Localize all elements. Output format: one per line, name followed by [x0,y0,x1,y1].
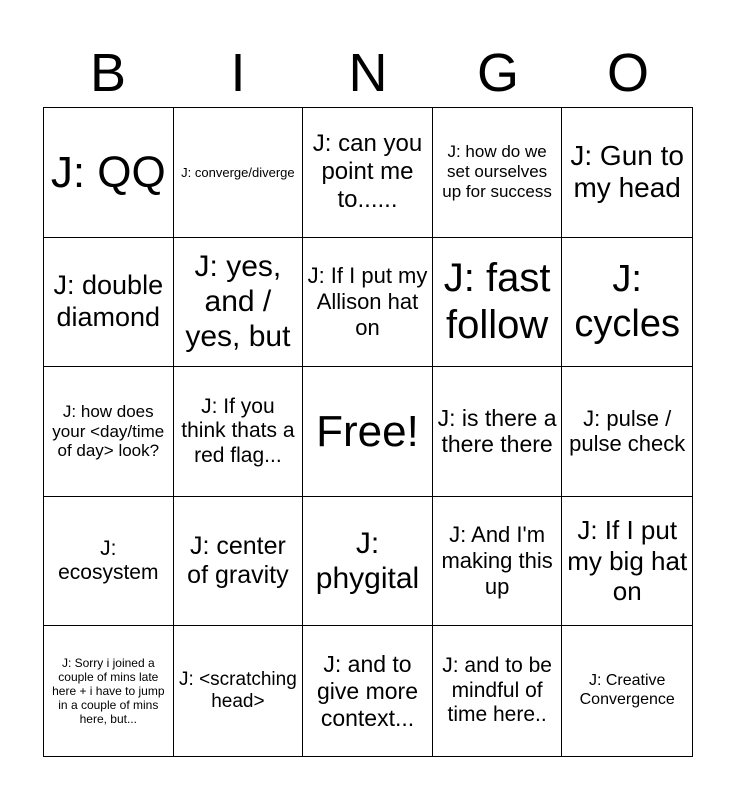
bingo-cell[interactable] [433,238,563,368]
cell-text: J: Gun to my head [570,139,684,204]
cell-text: J: phygital [315,527,420,596]
bingo-cell[interactable] [303,108,433,238]
cell-text: J: is there a there there [437,404,557,458]
cell-text: J: Creative Convergence [579,672,675,709]
bingo-cell[interactable] [562,108,692,238]
cell-text: J: and to give more context... [317,650,418,731]
cell-text: J: QQ [50,147,166,197]
cell-text: J: If you think thats a red flag... [181,394,295,467]
bingo-cell[interactable] [174,497,304,627]
cell-text: J: double diamond [53,270,164,332]
cell-text: J: pulse / pulse check [569,405,686,457]
bingo-cell[interactable] [433,108,563,238]
bingo-cell[interactable] [174,626,304,756]
bingo-cell[interactable] [433,497,563,627]
cell-text: Free! [316,406,419,456]
bingo-cell[interactable] [562,626,692,756]
cell-text: J: Sorry i joined a couple of mins late here + i have to jump in a couple of mins here, but... [52,656,165,727]
bingo-header [43,38,693,108]
header-letter: O [606,43,649,103]
cell-text: J: fast follow [443,256,551,347]
bingo-cell[interactable] [174,108,304,238]
bingo-cell[interactable] [44,626,174,756]
cell-text: J: <scratching head> [179,668,297,713]
cell-text: J: center of gravity [187,531,289,590]
bingo-cell[interactable] [174,367,304,497]
cell-text: J: And I'm making this up [441,522,553,599]
cell-text: J: If I put my big hat on [567,515,688,607]
cell-text: J: If I put my Allison hat on [307,263,428,340]
cell-text: J: how does your <day/time of day> look? [52,401,165,461]
cell-text: J: cycles [574,258,680,345]
bingo-cell[interactable] [433,626,563,756]
header-letter: B [89,43,127,103]
bingo-cell[interactable] [562,238,692,368]
bingo-cell[interactable] [174,238,304,368]
free-space-cell[interactable] [303,367,433,497]
bingo-cell[interactable] [44,108,174,238]
bingo-cell[interactable] [44,367,174,497]
bingo-cell[interactable] [433,367,563,497]
header-letter: G [476,43,519,103]
bingo-cell[interactable] [44,238,174,368]
bingo-cell[interactable] [562,497,692,627]
header-letter: N [348,43,388,103]
cell-text: J: converge/diverge [181,164,295,180]
cell-text: J: can you point me to...... [312,130,423,214]
bingo-grid [43,107,693,757]
cell-text: J: and to be mindful of time here.. [442,654,552,727]
bingo-cell[interactable] [562,367,692,497]
bingo-cell[interactable] [44,497,174,627]
cell-text: J: yes, and / yes, but [185,250,291,354]
cell-text: J: ecosystem [58,536,159,585]
bingo-cell[interactable] [303,238,433,368]
cell-text: J: how do we set ourselves up for success [442,142,552,202]
bingo-cell[interactable] [303,626,433,756]
bingo-cell[interactable] [303,497,433,627]
header-letter: I [230,43,246,103]
